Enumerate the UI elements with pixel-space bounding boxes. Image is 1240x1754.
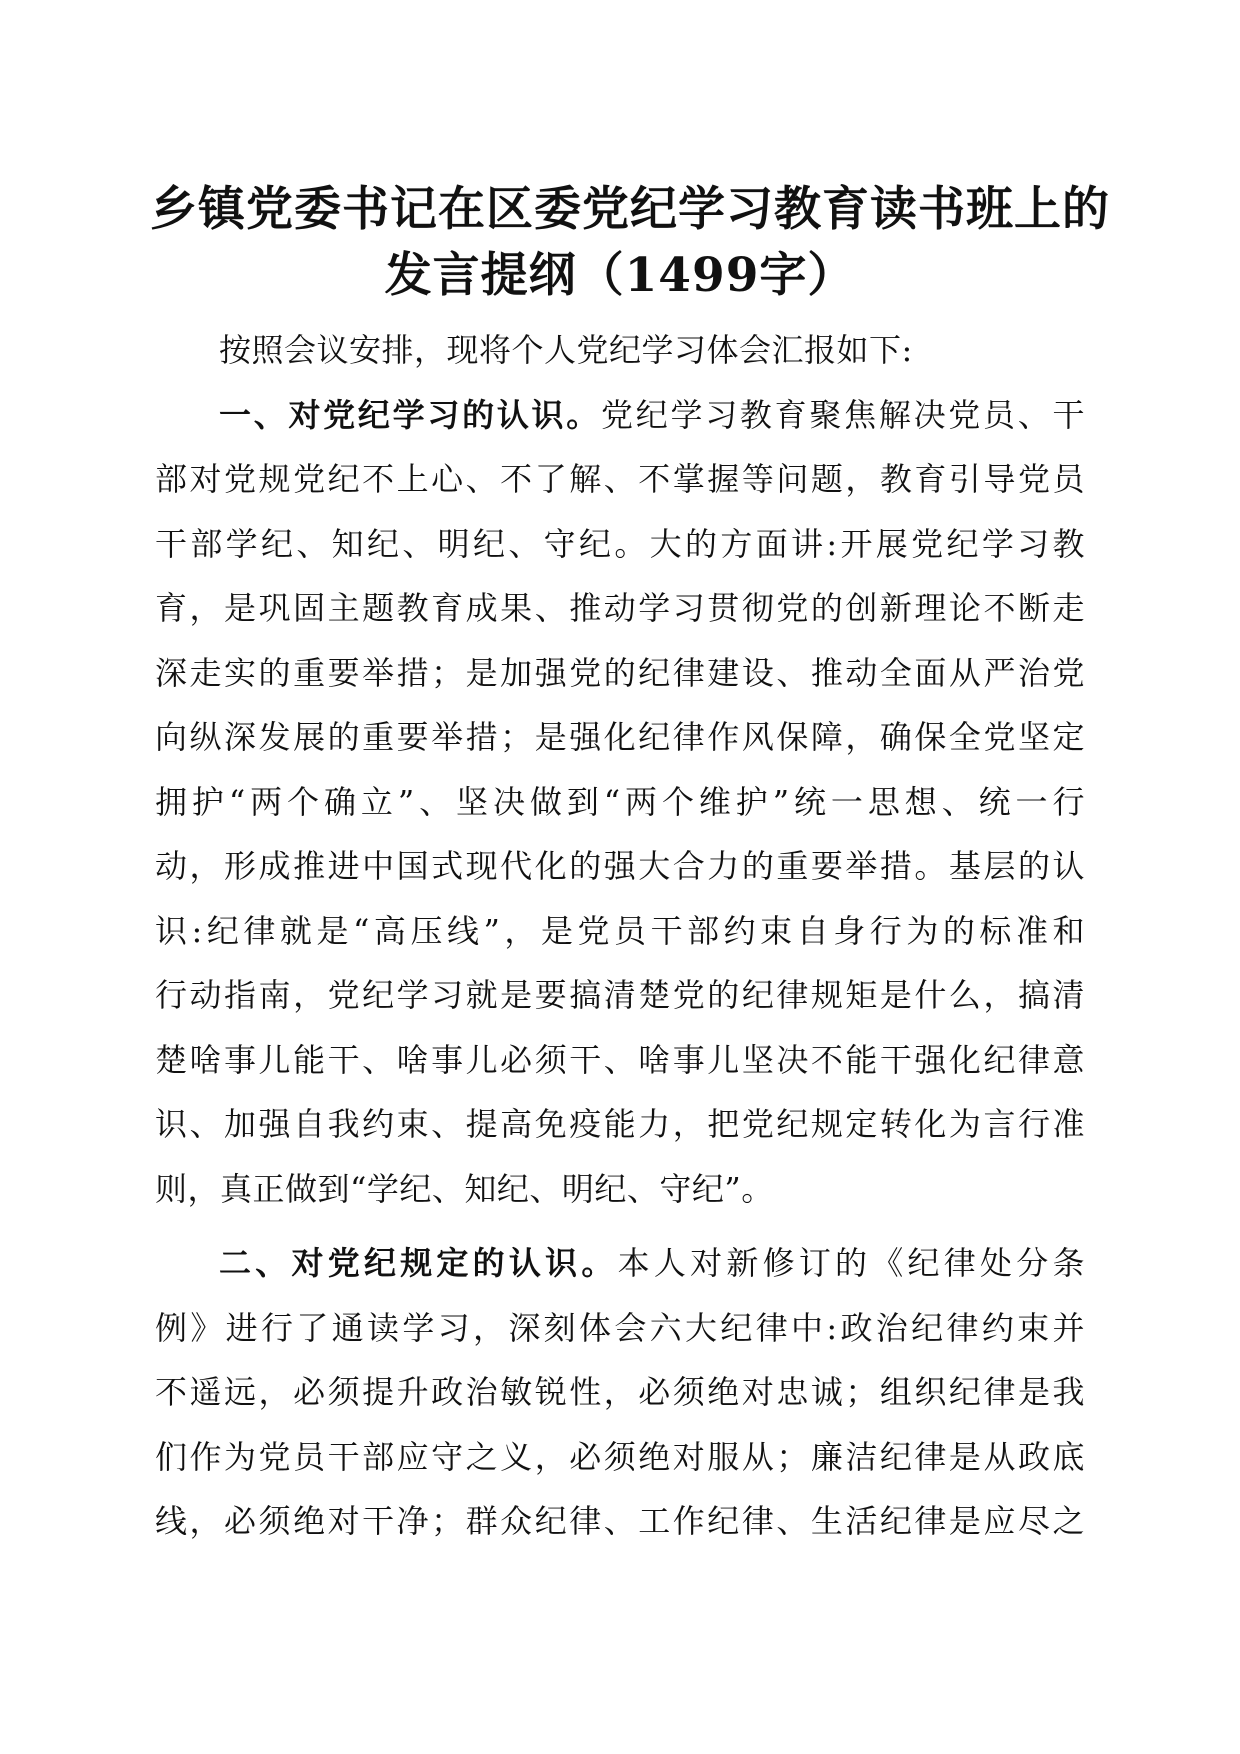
- section1-text: 党纪学习教育聚焦解决党员、干: [601, 395, 1085, 434]
- section2-text: 本人对新修订的《纪律处分条: [617, 1244, 1085, 1282]
- section1-first-line: [155, 383, 1085, 448]
- section1-line: 则，真正做到“学纪、知纪、明纪、守纪”。: [155, 1169, 774, 1208]
- section2-line: 们作为党员干部应守之义，必须绝对服从；廉洁纪律是从政底: [155, 1437, 1085, 1476]
- section2-first-line: [155, 1231, 1085, 1296]
- section1-line: 向纵深发展的重要举措；是强化纪律作风保障，确保全党坚定: [155, 718, 1085, 756]
- document-body: [155, 318, 1085, 1554]
- section1-line: 识、加强自我约束、提高免疫能力，把党纪规定转化为言行准: [155, 1105, 1085, 1143]
- section1-line: 拥护“两个确立”、坚决做到“两个维护”统一思想、统一行: [155, 782, 1085, 821]
- document-title-line-2: 发言提纲（1499字）: [384, 248, 856, 303]
- section1-heading: 一、对党纪学习的认识。: [219, 395, 602, 434]
- intro-paragraph: 按照会议安排，现将个人党纪学习体会汇报如下:: [219, 331, 913, 369]
- section1-line: 干部学纪、知纪、明纪、守纪。大的方面讲:开展党纪学习教: [155, 524, 1085, 563]
- section1-line: 深走实的重要举措；是加强党的纪律建设、推动全面从严治党: [155, 653, 1085, 692]
- section2-line: 不遥远，必须提升政治敏锐性，必须绝对忠诚；组织纪律是我: [155, 1373, 1085, 1411]
- section1-line: 部对党规党纪不上心、不了解、不掌握等问题，教育引导党员: [155, 460, 1085, 498]
- section1-line: 动，形成推进中国式现代化的强大合力的重要举措。基层的认: [155, 847, 1085, 885]
- section2-line: 线，必须绝对干净；群众纪律、工作纪律、生活纪律是应尽之: [155, 1502, 1085, 1540]
- section1-line: 行动指南，党纪学习就是要搞清楚党的纪律规矩是什么，搞清: [155, 976, 1085, 1014]
- section2-line: 例》进行了通读学习，深刻体会六大纪律中:政治纪律约束并: [155, 1308, 1085, 1347]
- section1-line: 识:纪律就是“高压线”，是党员干部约束自身行为的标准和: [155, 911, 1085, 950]
- section1-line: 育，是巩固主题教育成果、推动学习贯彻党的创新理论不断走: [155, 589, 1085, 627]
- section2-heading: 二、对党纪规定的认识。: [219, 1244, 618, 1282]
- document-title-line-1: 乡镇党委书记在区委党纪学习教育读书班上的: [150, 182, 1110, 237]
- section1-line: 楚啥事儿能干、啥事儿必须干、啥事儿坚决不能干强化纪律意: [155, 1040, 1085, 1079]
